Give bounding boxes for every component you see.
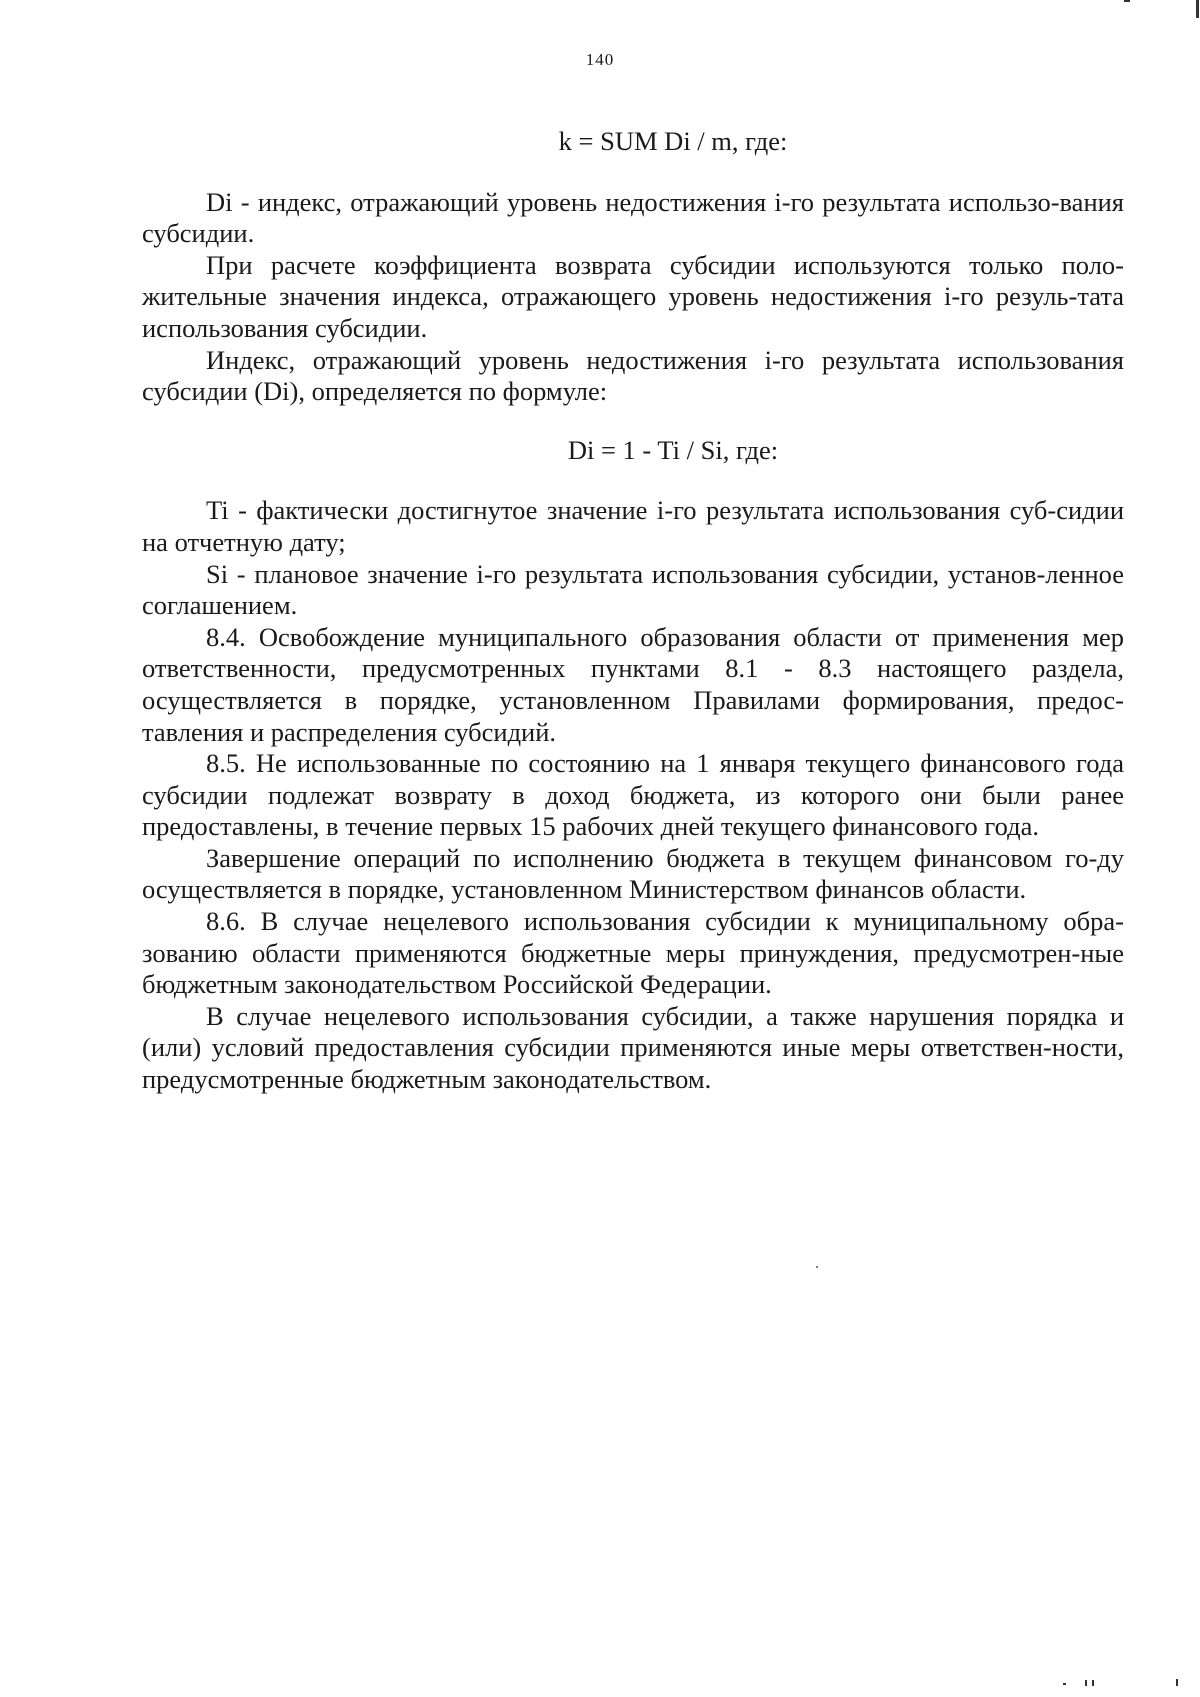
scan-edge-mark <box>1085 1680 1087 1686</box>
scan-artifact-dot <box>816 1266 818 1268</box>
scan-edge-mark <box>1063 1683 1066 1685</box>
paragraph-di-definition: Di - индекс, отражающий уровень недостижения i-го результата использо-вания субсидии. <box>142 186 1124 249</box>
paragraph-budget-completion: Завершение операций по исполнению бюджета в текущем финансовом го-ду осуществляется в порядке, установленном Министерством финансов области. <box>142 842 1124 905</box>
paragraph-si-definition: Si - плановое значение i-го результата использования субсидии, установ-ленное соглашением. <box>142 558 1124 621</box>
paragraph-index-formula-intro: Индекс, отражающий уровень недостижения i-го результата использования субсидии (Di), определяется по формуле: <box>142 344 1124 407</box>
formula-di: Di = 1 - Ti / Si, где: <box>567 434 779 465</box>
scan-edge-mark <box>1176 1679 1178 1686</box>
paragraph-ti-definition: Ti - фактически достигнутое значение i-го результата использования суб-сидии на отчетную дату; <box>142 495 1124 557</box>
paragraph-8-5: 8.5. Не использованные по состоянию на 1 января текущего финансового года субсидии подлежат возврату в доход бюджета, из которого они были ранее предоставлены, в течение первых 15 рабочих дней текущего финансового года. <box>142 748 1124 842</box>
scan-edge-mark <box>1124 0 1130 2</box>
document-body <box>142 126 1124 1096</box>
paragraph-positive-values: При расчете коэффициента возврата субсидии используются только поло-жительные значения индекса, отражающего уровень недостижения i-го резуль-тата использования субсидии. <box>142 249 1124 343</box>
paragraph-8-6: 8.6. В случае нецелевого использования субсидии к муниципальному обра-зованию области применяются бюджетные меры принуждения, предусмотрен-ные бюджетным законодательством Российской Федерации. <box>142 906 1124 1000</box>
paragraph-other-measures: В случае нецелевого использования субсидии, а также нарушения порядка и (или) условий предоставления субсидии применяются иные меры ответствен-ности, предусмотренные бюджетным законодательством. <box>142 1000 1124 1095</box>
scan-edge-mark <box>1196 0 1199 18</box>
scan-edge-mark <box>1092 1680 1094 1686</box>
page-number: 140 <box>585 50 615 69</box>
formula-k: k = SUM Di / m, где: <box>558 126 788 156</box>
paragraph-8-4: 8.4. Освобождение муниципального образования области от применения мер ответственности, предусмотренных пунктами 8.1 - 8.3 настоящего раздела, осуществляется в порядке, установленном Правилами формирования, предос-тавления и распределения субсидий. <box>142 621 1124 747</box>
